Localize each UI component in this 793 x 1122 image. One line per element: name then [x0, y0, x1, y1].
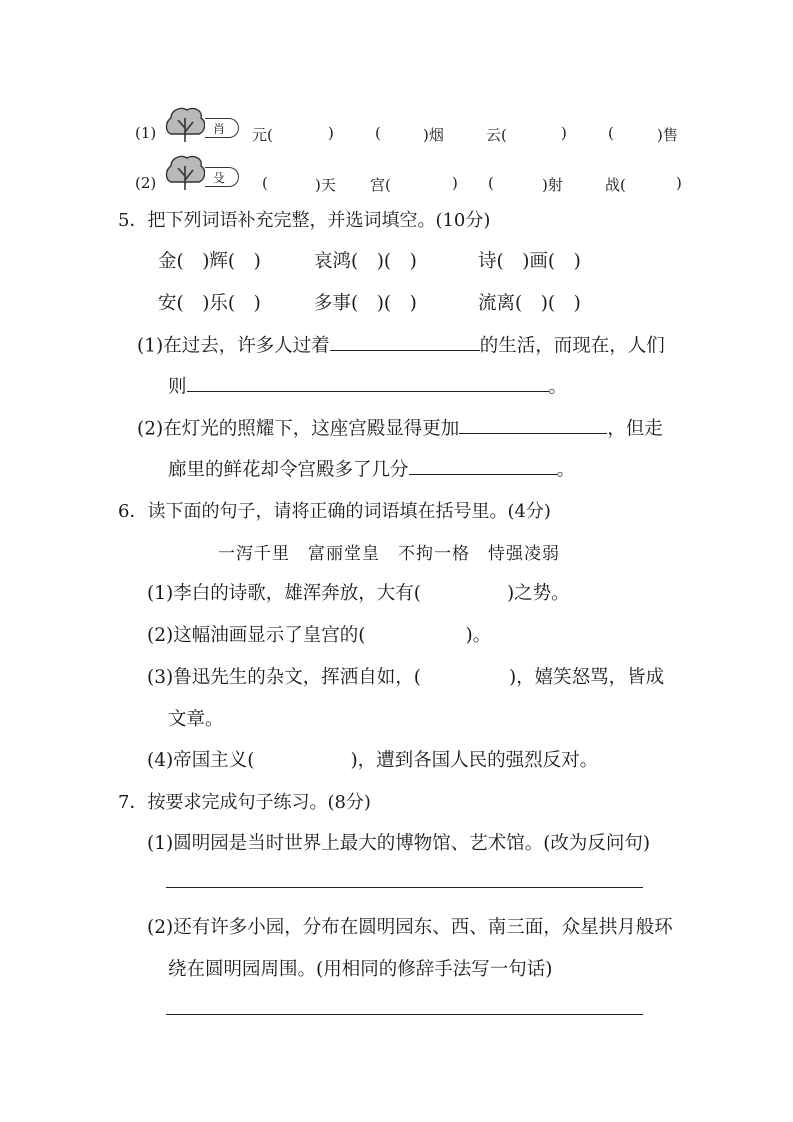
q5-title: 5．把下列词语补充完整，并选词填空。(10分) [118, 210, 491, 231]
answer-line[interactable] [166, 887, 643, 888]
q6-sentence-3: (3)鲁迅先生的杂文，挥洒自如，( )，嬉笑怒骂，皆成 [147, 667, 665, 688]
radical-tag: 殳 [205, 167, 239, 187]
q4-row2-item-5: ( [488, 174, 494, 192]
q6-sentence-3-cont: 文章。 [168, 709, 224, 730]
q4-row1-item-3: ( [375, 124, 381, 142]
q7-title: 7．按要求完成句子练习。(8分) [118, 792, 371, 813]
q4-row1-item-4: )烟 [423, 126, 444, 144]
q4-row2-item-3: 宫( [370, 176, 391, 194]
q5-sentence-2: (2)在灯光的照耀下，这座宫殿显得更加 ，但走 [137, 414, 663, 440]
q4-row2-number: (2) [135, 174, 157, 192]
q5-word-6: 流离( )( ) [478, 293, 581, 314]
q4-row1-item-6: ) [561, 124, 567, 142]
q7-sentence-2-cont: 绕在圆明园周围。(用相同的修辞手法写一句话) [168, 959, 553, 980]
tree-icon [163, 104, 209, 144]
tree-icon [163, 152, 209, 192]
q4-row1-item-7: ( [608, 124, 614, 142]
q4-row1-item-5: 云( [486, 126, 507, 144]
q4-row1-number: (1) [135, 124, 157, 142]
answer-blank[interactable] [459, 414, 607, 434]
q5-word-1: 金( )辉( ) [158, 251, 261, 272]
q6-title: 6．读下面的句子，请将正确的词语填在括号里。(4分) [118, 501, 551, 522]
q7-sentence-1: (1)圆明园是当时世界上最大的博物馆、艺术馆。(改为反问句) [147, 833, 651, 854]
q4-row2-item-4: ) [452, 174, 458, 192]
q4-row2-item-8: ) [676, 174, 682, 192]
q5-sentence-1: (1)在过去，许多人过着 的生活，而现在，人们 [137, 331, 665, 357]
q5-word-2: 哀鸿( )( ) [314, 251, 417, 272]
answer-line[interactable] [166, 1014, 643, 1015]
answer-blank[interactable] [187, 372, 549, 392]
q6-sentence-4: (4)帝国主义( )，遭到各国人民的强烈反对。 [147, 750, 599, 771]
q5-word-4: 安( )乐( ) [158, 293, 261, 314]
q4-row1-item-8: )售 [657, 126, 678, 144]
q6-sentence-2: (2)这幅油画显示了皇宫的( )。 [147, 625, 492, 646]
q7-sentence-2: (2)还有许多小园，分布在圆明园东、西、南三面，众星拱月般环 [147, 917, 673, 938]
q4-row2-item-2: )天 [315, 176, 336, 194]
q6-options: 一泻千里 富丽堂皇 不拘一格 恃强凌弱 [218, 544, 560, 564]
q4-row2-item-1: ( [262, 174, 268, 192]
q4-row2-item-7: 战( [605, 176, 626, 194]
q4-row1-item-2: ) [328, 124, 334, 142]
q4-row1-item-1: 元( [252, 126, 273, 144]
radical-tag: 肖 [205, 118, 239, 138]
q5-sentence-2-cont: 廊里的鲜花却令宫殿多了几分 。 [168, 455, 575, 481]
q4-row2-item-6: )射 [542, 176, 563, 194]
q6-sentence-1: (1)李白的诗歌，雄浑奔放，大有( )之势。 [147, 583, 570, 604]
answer-blank[interactable] [330, 331, 480, 351]
answer-blank[interactable] [409, 455, 557, 475]
q5-word-3: 诗( )画( ) [478, 251, 581, 272]
q5-sentence-1-cont: 则 。 [168, 372, 567, 398]
q5-word-5: 多事( )( ) [314, 293, 417, 314]
